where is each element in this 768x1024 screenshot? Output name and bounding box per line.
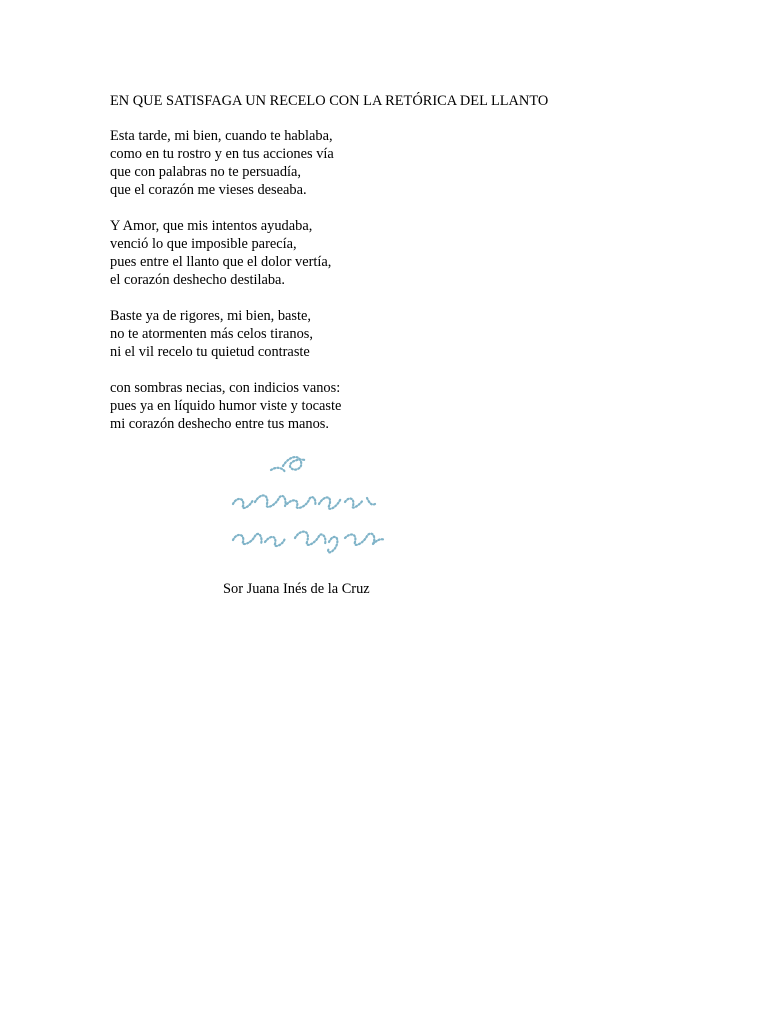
poem-line: ni el vil recelo tu quietud contraste xyxy=(110,344,310,360)
poem-line: venció lo que imposible parecía, xyxy=(110,236,297,252)
stanza-4 xyxy=(110,379,341,433)
poem-line: con sombras necias, con indicios vanos: xyxy=(110,380,341,396)
poem-line: Baste ya de rigores, mi bien, baste, xyxy=(110,308,312,324)
poem-line: que con palabras no te persuadía, xyxy=(110,164,301,180)
poem-line: pues ya en líquido humor viste y tocaste xyxy=(110,398,342,414)
poem-line: pues entre el llanto que el dolor vertía, xyxy=(110,254,332,270)
poem-line: que el corazón me vieses deseaba. xyxy=(110,182,307,198)
stanza-2 xyxy=(110,217,341,289)
poem-line: mi corazón deshecho entre tus manos. xyxy=(110,416,329,432)
poem-title: EN QUE SATISFAGA UN RECELO CON LA RETÓRICA DEL LLANTO xyxy=(110,93,549,109)
poem-line: el corazón deshecho destilaba. xyxy=(110,272,286,288)
poem-line: Y Amor, que mis intentos ayudaba, xyxy=(110,218,313,234)
poem-author: Sor Juana Inés de la Cruz xyxy=(223,581,370,597)
handwritten-signature-image xyxy=(225,448,390,568)
stanza-1 xyxy=(110,127,341,199)
poem-line: no te atormenten más celos tiranos, xyxy=(110,326,314,342)
poem-line: Esta tarde, mi bien, cuando te hablaba, xyxy=(110,128,333,144)
poem-line: como en tu rostro y en tus acciones vía xyxy=(110,146,334,162)
poem-body xyxy=(110,127,341,451)
stanza-3 xyxy=(110,307,341,361)
